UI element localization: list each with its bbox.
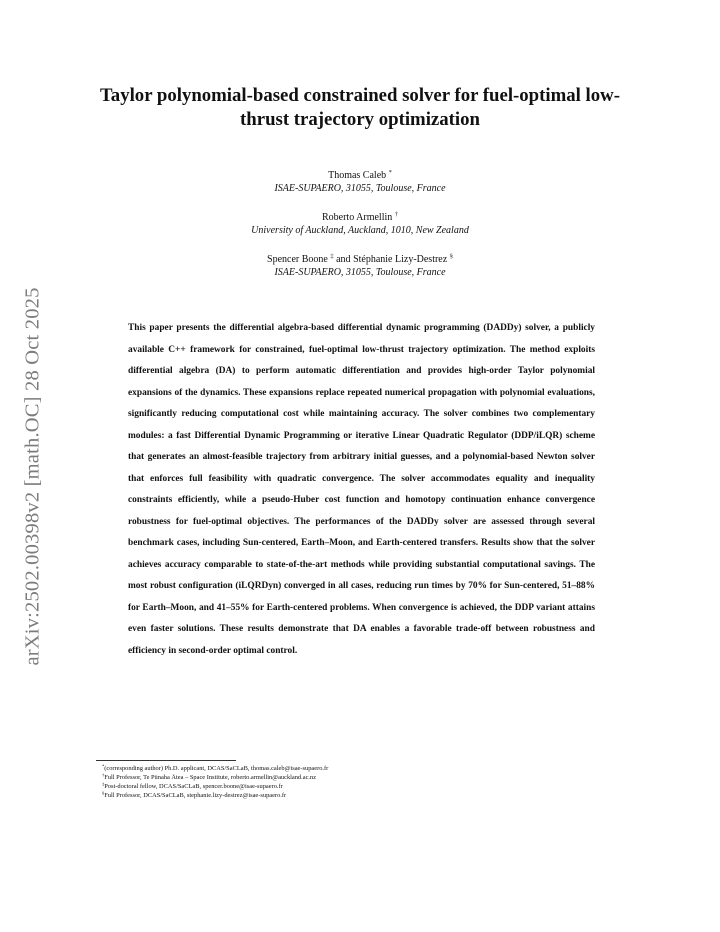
abstract: This paper presents the differential algebra-based differential dynamic programming (DADDy) solver, a publicly available C++ framework for constrained, fuel-optimal low-thrust trajectory optimization. The method exploits differential algebra (DA) to perform automatic differentiation and provides high-order Taylor polynomial expansions of the dynamics. These expansions replace repeated numerical propagation with polynomial evaluations, significantly reducing computational cost while maintaining accuracy. The solver combines two complementary modules: a fast Differential Dynamic Programming or iterative Linear Quadratic Regulator (DDP/iLQR) scheme that generates an almost-feasible trajectory from arbitrary initial guesses, and a polynomial-based Newton solver that enforces full feasibility with quadratic convergence. The solver accommodates equality and inequality constraints efficiently, while a pseudo-Huber cost function and homotopy continuation enhance convergence robustness for fuel-optimal objectives. The performances of the DADDy solver are assessed through several benchmark cases, including Sun-centered, Earth–Moon, and Earth-centered transfers. Results show that the solver achieves accuracy comparable to state-of-the-art methods while providing substantial computational savings. The most robust configuration (iLQRDyn) converged in all cases, reducing run times by 70% for Sun-centered, 51–88% for Earth–Moon, and 41–55% for Earth-centered problems. When convergence is achieved, the DDP variant attains even faster solutions. These results demonstrate that DA enables a favorable trade-off between robustness and efficiency in second-order optimal control. xyxy=(128,323,595,656)
footnote: ‡Post-doctoral fellow, DCAS/SaCLaB, spencer.boone@isae-supaero.fr xyxy=(102,781,283,790)
arxiv-identifier-stamp xyxy=(21,286,44,666)
footnote-divider xyxy=(96,760,236,761)
footnotes xyxy=(102,764,562,800)
author-affiliation: ISAE-SUPAERO, 31055, Toulouse, France xyxy=(274,266,446,278)
footnote: *(corresponding author) Ph.D. applicant, DCAS/SaCLaB, thomas.caleb@isae-supaero.fr xyxy=(102,763,329,772)
footnote-marker: † xyxy=(394,211,399,218)
footnote-marker: ‡ xyxy=(330,253,334,260)
author-names: Spencer Boone ‡ and Stéphanie Lizy-Destrez § xyxy=(267,253,453,265)
footnote: †Full Professor, Te Pūnaha Ātea – Space Institute, roberto.armellin@auckland.ac.nz xyxy=(102,772,317,781)
arxiv-identifier-text: arXiv:2502.00398v2 [math.OC] 28 Oct 2025 xyxy=(21,286,44,666)
footnote: §Full Professor, DCAS/SaCLaB, stephanie.lizy-destrez@isae-supaero.fr xyxy=(102,790,287,799)
paper-title: Taylor polynomial-based constrained solver for fuel-optimal low-thrust trajectory optimization xyxy=(100,85,620,130)
footnote-marker: * xyxy=(388,169,392,176)
author-block-2 xyxy=(100,212,620,237)
author-block-1 xyxy=(100,170,620,195)
author-block-3 xyxy=(100,254,620,279)
author-affiliation: ISAE-SUPAERO, 31055, Toulouse, France xyxy=(274,182,446,194)
author-affiliation: University of Auckland, Auckland, 1010, New Zealand xyxy=(251,224,469,236)
author-name: Thomas Caleb * xyxy=(328,169,392,181)
author-name: Roberto Armellin † xyxy=(321,211,399,223)
footnote-marker: § xyxy=(449,253,453,260)
